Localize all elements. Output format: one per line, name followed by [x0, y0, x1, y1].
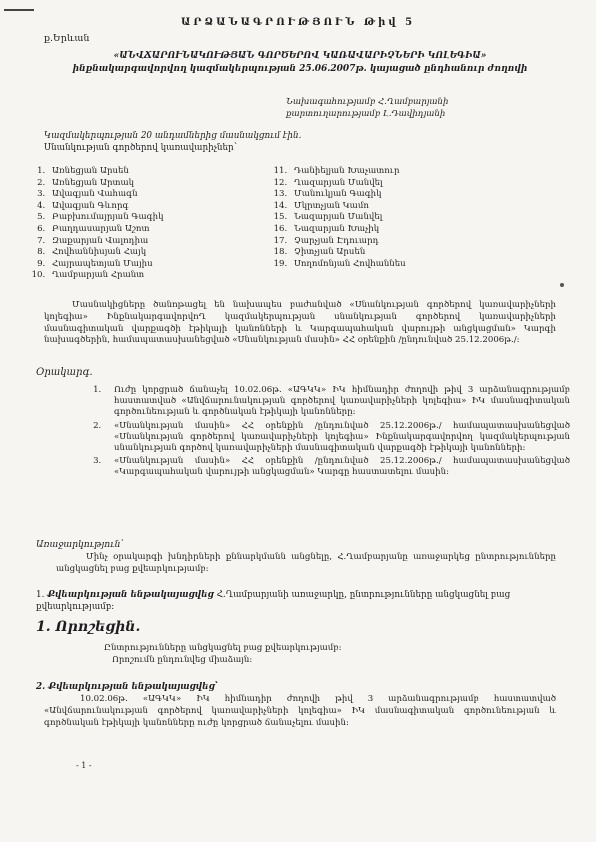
secretary-line: քարտուղարությամբ Լ.Դավիդյանի: [286, 109, 446, 119]
city-label: ք.Երևան: [44, 33, 90, 44]
member-item: 4. Ավագյան Գևորգ: [48, 201, 163, 213]
member-item: 16. Նազարյան Խաչիկ: [290, 224, 406, 236]
member-item: 6. Բաղդասարյան Աշոտ: [48, 224, 163, 236]
agenda-item: 1. Ուժը կորցրած ճանաչել 10.02.06թ. «ԱԳԿԿ» ԻԿ հիմնադիր ժողովի թիվ 3 արձանագրությամբ հաստատված «Անվճարունակության գործերով կառավարիչների կոլեգիա» ԻԿ մասնագիտական գործունեության և գործնական էթիկայի կանոնները:: [104, 385, 570, 419]
member-item: 2. Առնեցյան Արտակ: [48, 178, 163, 190]
decision-line1: Ընտրությունները անցկացնել բաց քվեարկությամբ:: [104, 643, 342, 653]
member-item: 3. Ավագյան Վահագն: [48, 189, 163, 201]
meeting-title: [60, 50, 540, 76]
members-list-right: [272, 166, 406, 270]
attendance-block: [44, 130, 301, 154]
agenda-heading: Օրակարգ.: [36, 367, 93, 378]
member-item: 11. Դանիելյան Խաչատուր: [290, 166, 406, 178]
attendance-line1: Կազմակերպության 20 անդամներից մասնակցում էին.: [44, 131, 302, 141]
intro-paragraph: Մասնակիցները ծանոթացել են նախապես բաժանված «Սնանկության գործերով կառավարիչների կոլեգիա» ԻնքնակարգավորվոՂ կազմակերպության սնանկության գործերով կառավարիչների մասնագիտական վարքագծի էթիկայի կանոնների և Կարգապահական վարույթի անցկացման» Կարգի նախագծերին, համապատասխանեցված «Սնանկության մասին» ՀՀ օրենքին /ընդունված 25.12.2006թ./:: [44, 300, 556, 346]
decision-heading: 1. Որոշեցին.: [36, 619, 141, 635]
agenda-item: 2. «Սնանկության մասին» ՀՀ օրենքին /ընդունված 25.12.2006թ./ համապատասխանեցված «Սնանկության գործերով կառավարիչների կոլեգիա» Ինքնակարգավորվող կազմակերպության սնանկության գործով կառավարիչների մասնագիտական վարքագծի էթիկայի կանոնների:: [104, 421, 570, 455]
member-item: 13. Մանուկյան Գագիկ: [290, 189, 406, 201]
member-item: 17. Չարչյան Էդուարդ: [290, 236, 406, 248]
vote-1-number: 1.: [36, 590, 45, 600]
document-title: ԱՐՁԱՆԱԳՐՈՒԹՅՈՒՆ Թիվ 5: [180, 17, 416, 28]
member-item: 1. Առնեցյան Արսեն: [48, 166, 163, 178]
chairs-block: [286, 96, 448, 120]
members-list-left: [30, 166, 163, 282]
attendance-line2: Սնանկության գործերով կառավարիչներ՝: [44, 143, 237, 153]
member-item: 5. Բաբխումայրյան Գագիկ: [48, 212, 163, 224]
member-item: 9. Հայրապետյան Մայիս: [48, 259, 163, 271]
chair-line: Նախագահությամբ Հ.Ղամբարյանի: [286, 97, 449, 107]
ink-dot: [560, 283, 564, 287]
member-item: 8. Հովհաննիսյան Հայկ: [48, 247, 163, 259]
top-edge-line: [4, 9, 34, 11]
proposal-text: Մինչ օրակարգի խնդիրների քննարկմանն անցնելը, Հ.Ղամբարյանը առաջարկեց ընտրությունները անցկացնել բաց քվեարկությամբ:: [56, 552, 556, 574]
agenda-item: 3. «Սնանկության մասին» ՀՀ օրենքին /ընդունված 25.12.2006թ./ համապատասխանեցված «Կարգապահական վարույթի անցկացման» Կարգը հաստատելու մասին:: [104, 456, 570, 478]
member-item: 18. Չիտչյան Արսեն: [290, 247, 406, 259]
proposal-heading: Առաջարկություն՝: [36, 539, 124, 550]
agenda-list: [90, 385, 570, 481]
vote-2-heading: 2. Քվեարկության ենթակայացվեց՝: [36, 682, 218, 692]
member-item: 19. Սողոմոնյան Հովհաննես: [290, 259, 406, 271]
page-number: - 1 -: [76, 761, 92, 770]
vote-1-block: [36, 590, 556, 614]
decision-block: [104, 642, 342, 666]
vote-1-label: Քվեարկության ենթակայացվեց: [47, 590, 214, 600]
vote-1-text: Հ.Ղամբարյանի առաջարկը, ընտրությունները անցկացնել բաց քվեարկությամբ:: [36, 590, 511, 612]
meeting-title-line2: ինքնակարգավորվող կազմակերպության 25.06.2007թ. կայացած ընդհանուր ժողովի: [72, 64, 528, 74]
vote-2-text: 10.02.06թ. «ԱԳԿԿ» ԻԿ հիմնադիր ժողովի թիվ 3 արձանագրությամբ հաստատված «Անվճարունակության գործերով կառավարիչների կոլեգիա» ԻԿ մասնագիտական գործունեության և գործնական էթիկայի կանոնները ուժը կորցրած ճանաչելու մասին:: [44, 694, 556, 728]
meeting-title-line1: «ԱՆՎՃԱՐՈՒՆԱԿՈՒԹՅԱՆ ԳՈՐԾԵՐՈՎ ԿԱՌԱՎԱՐԻՉՆԵՐԻ ԿՈԼԵԳԻԱ»: [113, 51, 487, 61]
member-item: 14. Մկրտչյան Կամո: [290, 201, 406, 213]
member-item: 10. Ղամբարյան Հրանտ: [48, 270, 163, 282]
member-item: 12. Ղազարյան Մանվել: [290, 178, 406, 190]
decision-line2: Որոշումն ընդունվեց միաձայն:: [112, 655, 253, 665]
member-item: 15. Նազարյան Մանվել: [290, 212, 406, 224]
member-item: 7. Զաքարյան Վալոդիա: [48, 236, 163, 248]
